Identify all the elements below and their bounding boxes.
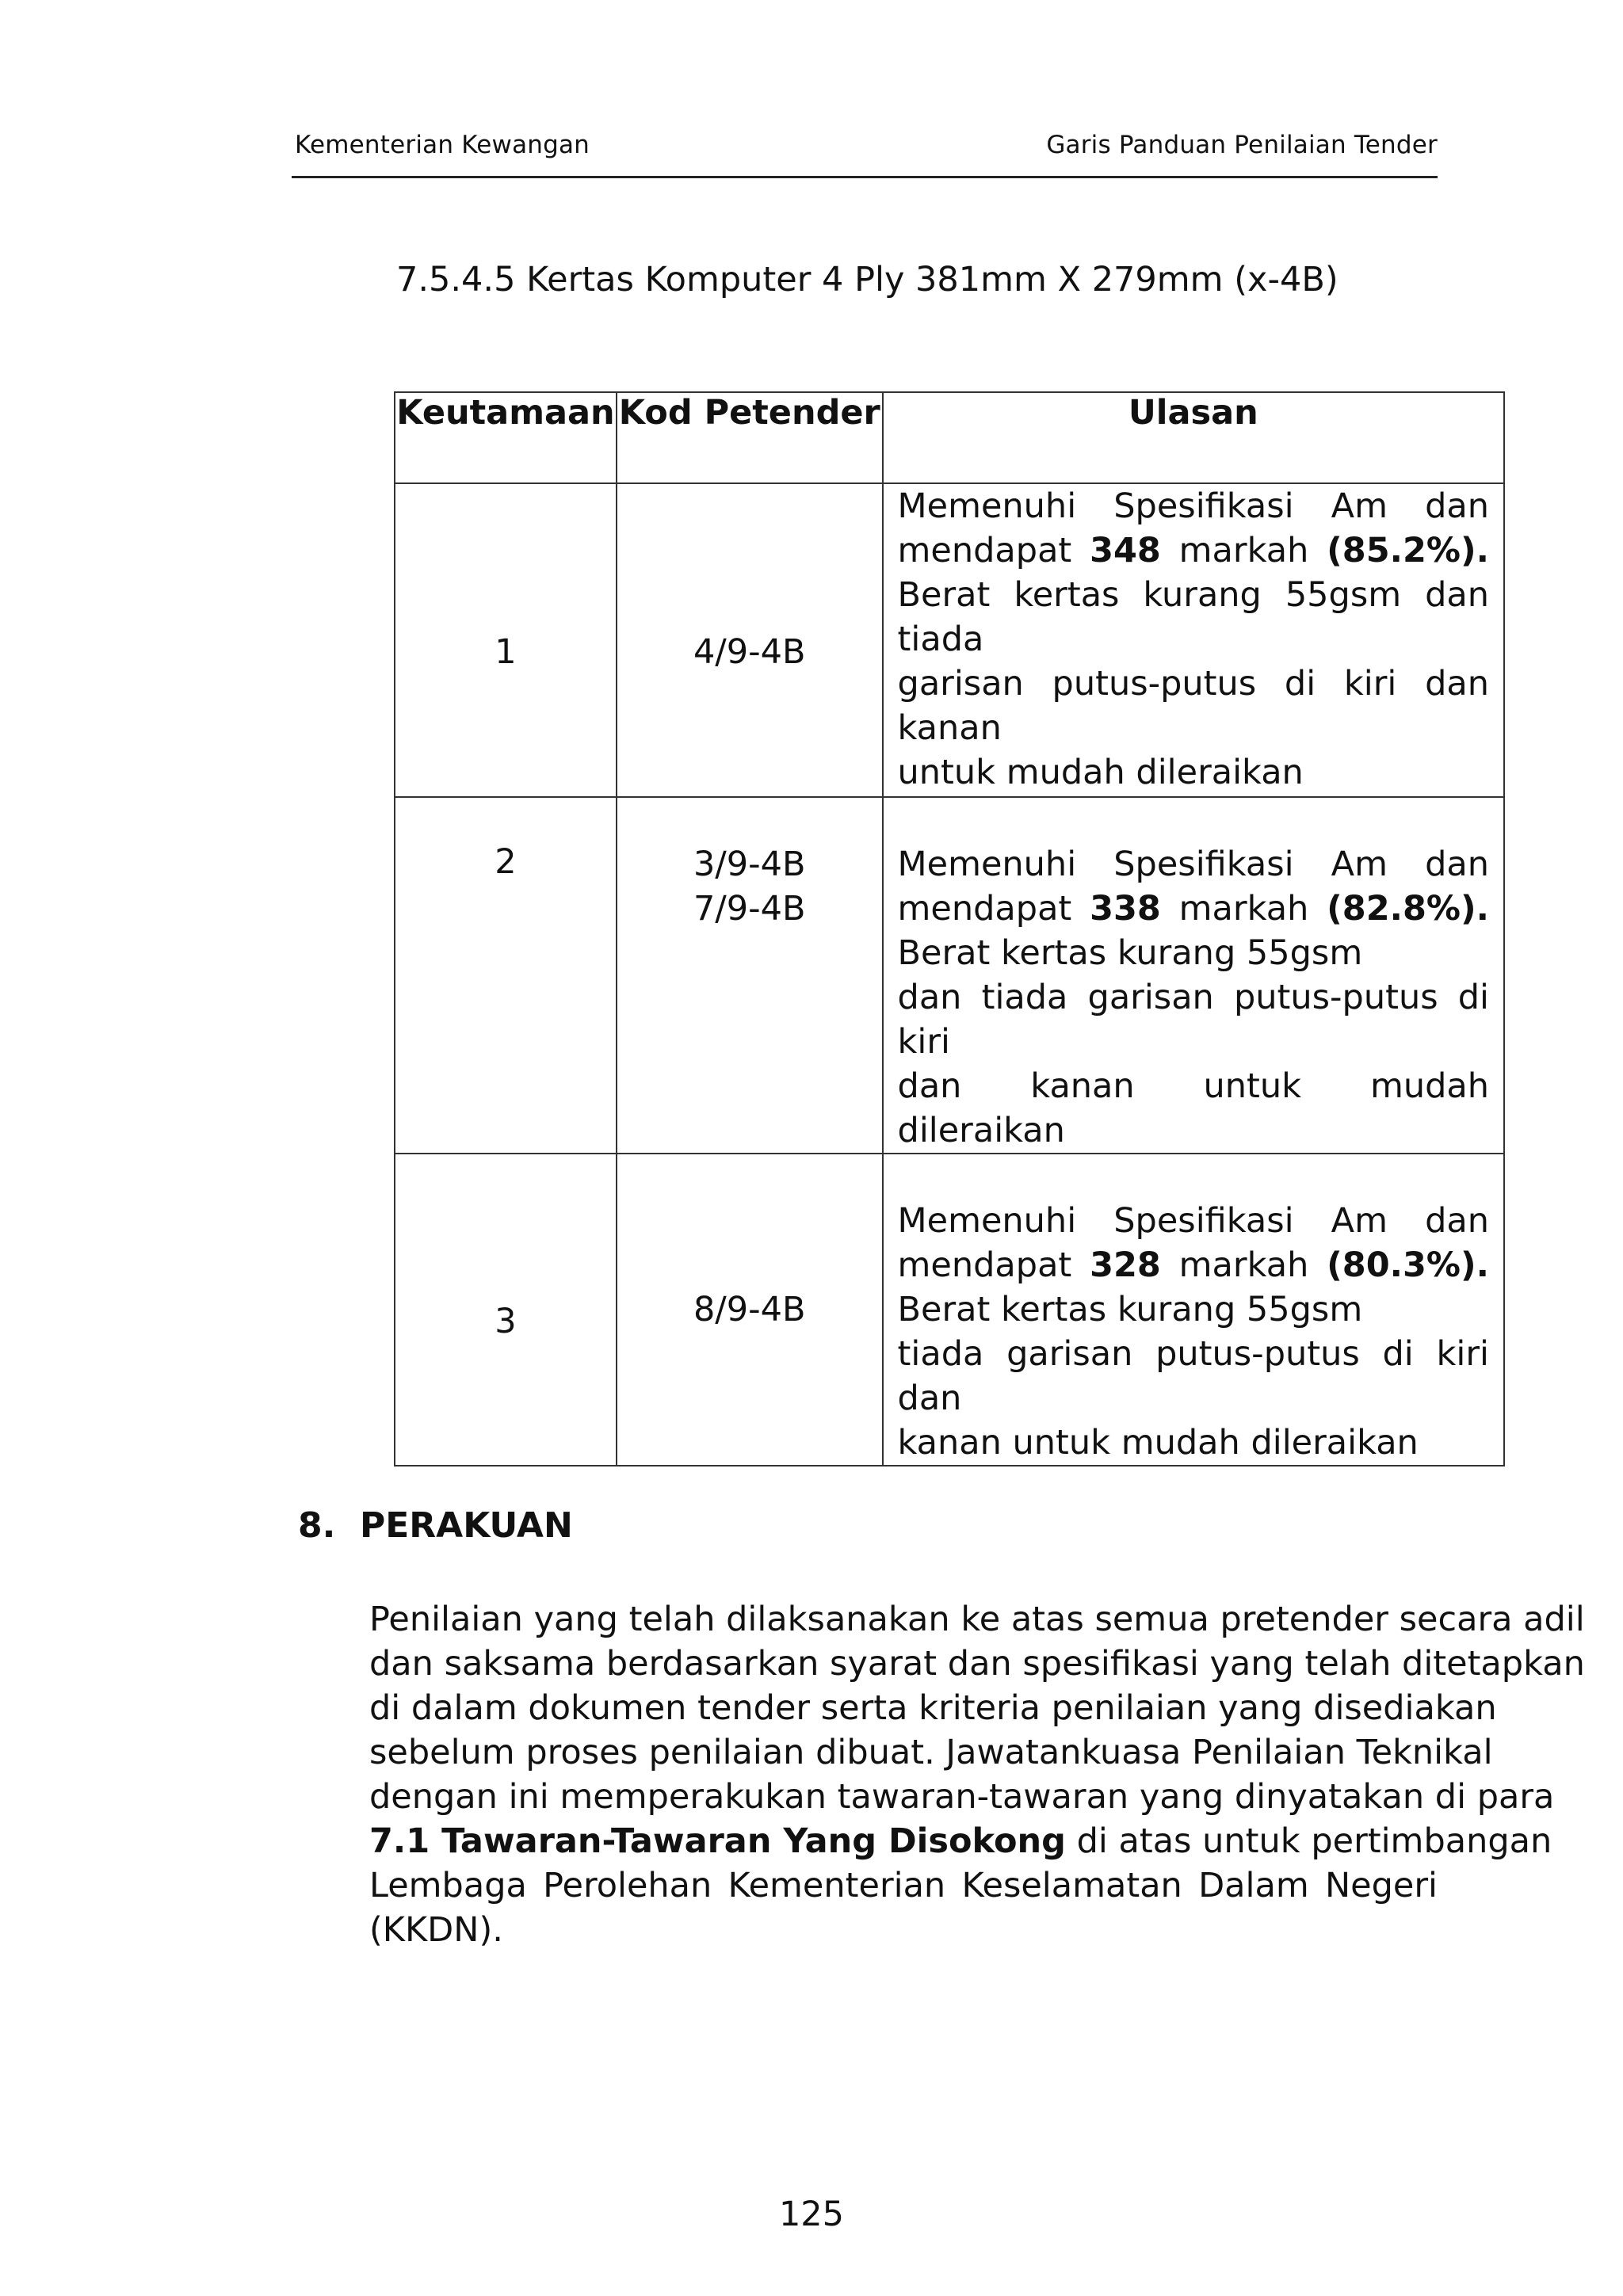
paragraph-line: di dalam dokumen tender serta kriteria penilaian yang disediakan bbox=[369, 1688, 1497, 1728]
remark-cell bbox=[883, 483, 1504, 797]
remark-line: garisan putus-putus di kiri dan kanan bbox=[897, 664, 1489, 748]
paragraph-line: Lembaga Perolehan Kementerian Keselamatan Dalam Negeri bbox=[369, 1866, 1438, 1905]
remark-cell bbox=[883, 1154, 1504, 1466]
paragraph-line: 7.1 Tawaran-Tawaran Yang Disokong di atas untuk pertimbangan bbox=[369, 1821, 1552, 1861]
paragraph-line: dan saksama berdasarkan syarat dan spesifikasi yang telah ditetapkan bbox=[369, 1644, 1585, 1684]
remark-line: tiada garisan putus-putus di kiri dan bbox=[897, 1334, 1489, 1418]
section-number: 8. bbox=[298, 1505, 336, 1546]
header-divider bbox=[292, 176, 1438, 178]
code-cell bbox=[617, 797, 883, 1154]
recommendation-paragraph bbox=[369, 1597, 1585, 1952]
bidder-code: 4/9-4B bbox=[693, 632, 806, 672]
paragraph-line: dengan ini memperakukan tawaran-tawaran yang dinyatakan di para bbox=[369, 1777, 1555, 1817]
column-header-code: Kod Petender bbox=[617, 392, 883, 483]
remark-line: Berat kertas kurang 55gsm bbox=[897, 1290, 1363, 1329]
remark-line: Memenuhi Spesifikasi Am dan bbox=[897, 1201, 1489, 1241]
bidder-code: 3/9-4B bbox=[693, 845, 806, 884]
header-document-title: Garis Panduan Penilaian Tender bbox=[1046, 131, 1438, 159]
section-8-heading bbox=[298, 1505, 573, 1546]
column-header-rank: Keutamaan bbox=[395, 392, 617, 483]
remark-line: untuk mudah dileraikan bbox=[897, 753, 1304, 792]
remark-cell bbox=[883, 797, 1504, 1154]
rank-cell: 2 bbox=[395, 797, 617, 1154]
remark-line: Berat kertas kurang 55gsm bbox=[897, 933, 1363, 973]
bidder-code: 7/9-4B bbox=[693, 889, 806, 929]
remark-line: dan tiada garisan putus-putus di kiri bbox=[897, 978, 1489, 1062]
table-row bbox=[395, 483, 1504, 797]
header-ministry: Kementerian Kewangan bbox=[295, 131, 590, 159]
section-heading-title: PERAKUAN bbox=[360, 1505, 573, 1546]
section-title: 7.5.4.5 Kertas Komputer 4 Ply 381mm X 279mm (x-4B) bbox=[396, 260, 1338, 299]
remark-line: kanan untuk mudah dileraikan bbox=[897, 1423, 1419, 1463]
code-cell bbox=[617, 1154, 883, 1466]
table-row bbox=[395, 1154, 1504, 1466]
table-row bbox=[395, 797, 1504, 1154]
results-table bbox=[394, 391, 1505, 1466]
paragraph-line: (KKDN). bbox=[369, 1910, 503, 1950]
bidder-code: 8/9-4B bbox=[693, 1290, 806, 1329]
para-reference: 7.1 Tawaran-Tawaran Yang Disokong bbox=[369, 1821, 1066, 1861]
paragraph-line: Penilaian yang telah dilaksanakan ke atas semua pretender secara adil bbox=[369, 1600, 1585, 1639]
rank-cell: 3 bbox=[395, 1154, 617, 1466]
remark-score-line: mendapat 348 markah (85.2%). bbox=[897, 531, 1489, 570]
table-header-row bbox=[395, 392, 1504, 483]
remark-line: dan kanan untuk mudah dileraikan bbox=[897, 1066, 1489, 1150]
page-number: 125 bbox=[778, 2195, 845, 2234]
remark-line: Memenuhi Spesifikasi Am dan bbox=[897, 486, 1489, 526]
remark-line: Berat kertas kurang 55gsm dan tiada bbox=[897, 575, 1489, 659]
remark-line: Memenuhi Spesifikasi Am dan bbox=[897, 845, 1489, 884]
code-cell bbox=[617, 483, 883, 797]
column-header-remark: Ulasan bbox=[883, 392, 1504, 483]
rank-cell: 1 bbox=[395, 483, 617, 797]
remark-score-line: mendapat 328 markah (80.3%). bbox=[897, 1245, 1489, 1285]
paragraph-line: sebelum proses penilaian dibuat. Jawatankuasa Penilaian Teknikal bbox=[369, 1733, 1493, 1772]
remark-score-line: mendapat 338 markah (82.8%). bbox=[897, 889, 1489, 929]
